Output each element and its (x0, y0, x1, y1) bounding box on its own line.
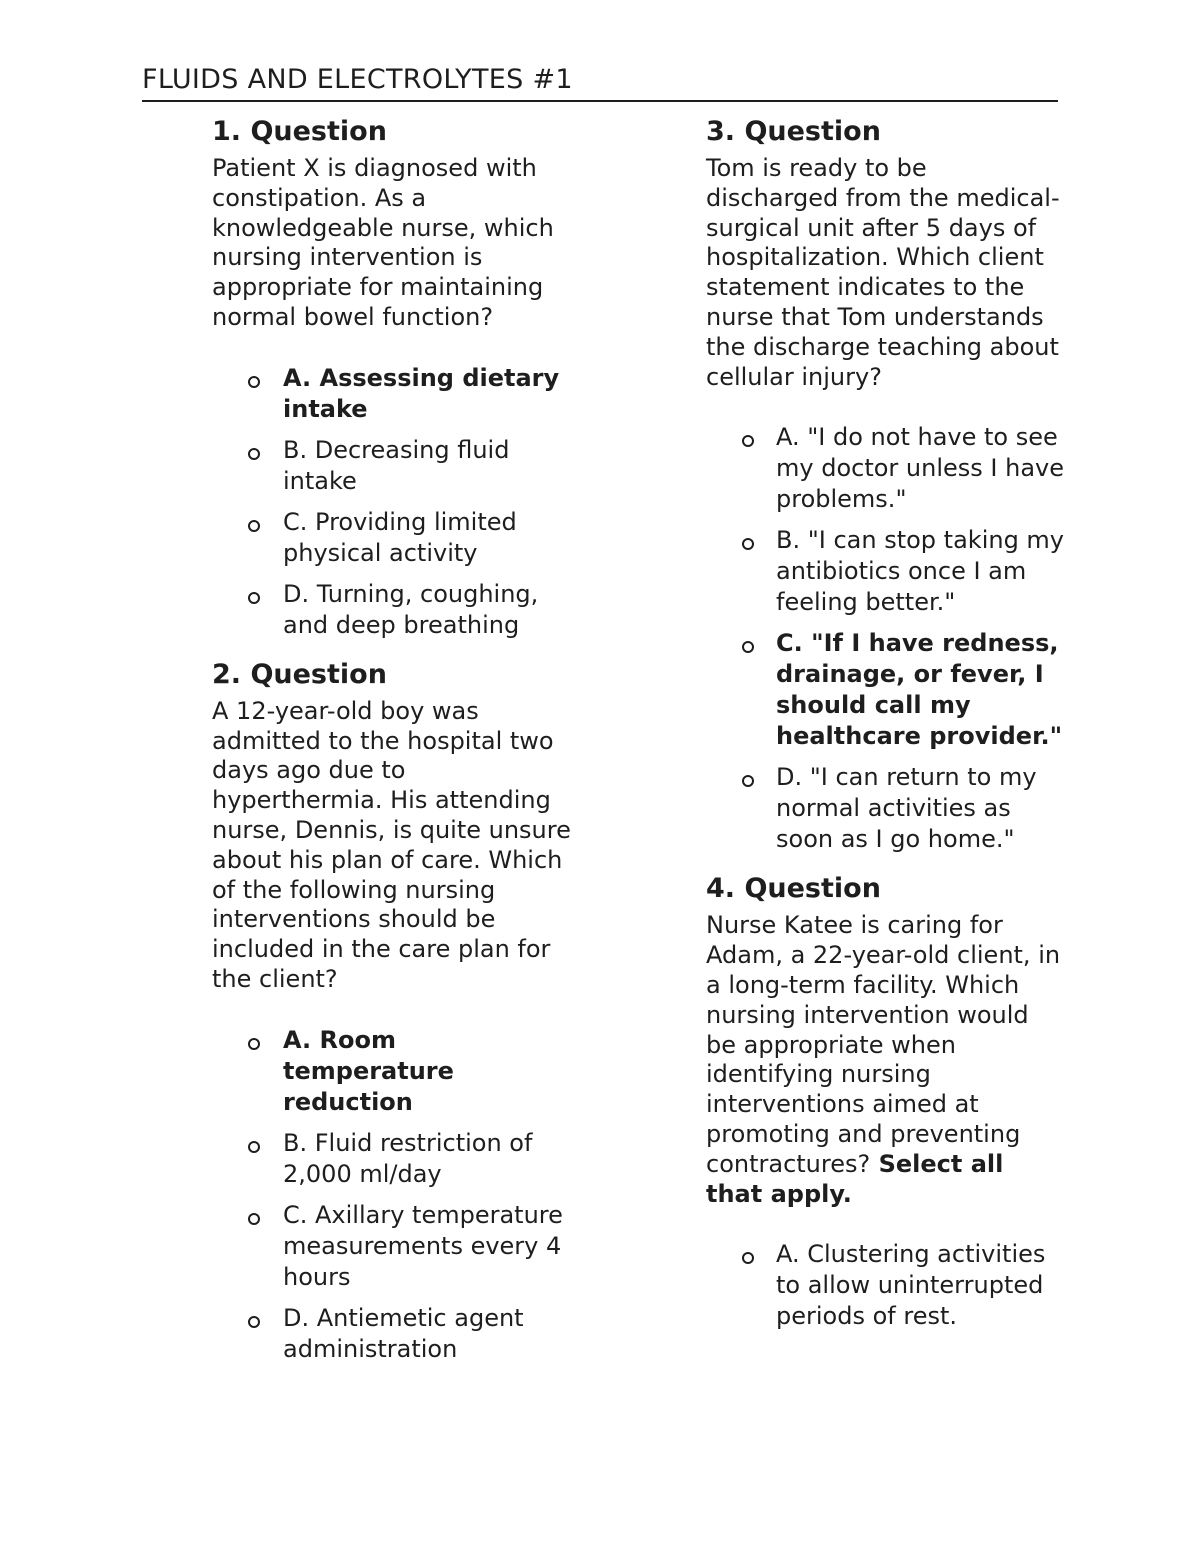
answer-option-b (212, 1128, 572, 1190)
circle-bullet-icon (248, 1213, 260, 1225)
question-heading: 3. Question (706, 116, 881, 147)
circle-bullet-icon (248, 1038, 260, 1050)
answer-option-c (212, 1200, 572, 1293)
answer-option-label: D. Antiemetic agent administration (283, 1303, 524, 1363)
circle-bullet-icon (248, 1316, 260, 1328)
question-1 (212, 112, 572, 641)
circle-bullet-icon (248, 592, 260, 604)
left-column (212, 112, 572, 1375)
circle-bullet-icon (742, 775, 754, 787)
question-text (706, 911, 1066, 1209)
answer-option-d (212, 1303, 572, 1365)
answer-option-label: C. "If I have redness, drainage, or fever, I should call my healthcare provider." (776, 629, 1063, 751)
page-title: FLUIDS AND ELECTROLYTES #1 (142, 62, 1058, 102)
answer-options (706, 422, 1066, 855)
answer-option-label: A. Clustering activities to allow uninterrupted periods of rest. (776, 1240, 1046, 1331)
circle-bullet-icon (248, 376, 260, 388)
circle-bullet-icon (742, 435, 754, 447)
answer-option-label: D. Turning, coughing, and deep breathing (283, 579, 539, 639)
question-text: A 12-year-old boy was admitted to the hospital two days ago due to hyperthermia. His attending nurse, Dennis, is quite unsure about his plan of care. Which of the following nursing interventions should be included in the care plan for the client? (212, 696, 571, 993)
answer-options (212, 363, 572, 641)
answer-option-a (706, 1239, 1066, 1332)
question-4 (706, 869, 1066, 1332)
answer-option-label: B. Decreasing fluid intake (283, 435, 510, 495)
answer-options (212, 1025, 572, 1365)
circle-bullet-icon (248, 520, 260, 532)
answer-option-label: C. Axillary temperature measurements every 4 hours (283, 1200, 563, 1291)
question-3 (706, 112, 1066, 855)
answer-option-label: D. "I can return to my normal activities as soon as I go home." (776, 763, 1037, 854)
answer-option-a (706, 422, 1066, 515)
question-heading: 2. Question (212, 658, 387, 690)
answer-option-label: A. Room temperature reduction (283, 1025, 454, 1116)
answer-option-label: A. Assessing dietary intake (283, 363, 560, 423)
answer-option-a (212, 1025, 572, 1118)
answer-option-d (212, 579, 572, 641)
answer-option-label: B. "I can stop taking my antibiotics once I am feeling better." (776, 526, 1065, 617)
circle-bullet-icon (742, 641, 754, 653)
question-text: Tom is ready to be discharged from the medical-surgical unit after 5 days of hospitalization. Which client statement indicates to the nurse that Tom understands the discharge teaching about cellular injury? (706, 154, 1060, 391)
circle-bullet-icon (742, 1252, 754, 1264)
question-heading: 1. Question (212, 116, 387, 147)
circle-bullet-icon (742, 538, 754, 550)
answer-option-label: C. Providing limited physical activity (283, 507, 517, 567)
question-text: Patient X is diagnosed with constipation. As a knowledgeable nurse, which nursing intervention is appropriate for maintaining normal bowel function? (212, 154, 554, 331)
circle-bullet-icon (248, 448, 260, 460)
right-column (706, 112, 1066, 1342)
question-2 (212, 655, 572, 1365)
answer-option-b (212, 435, 572, 497)
answer-option-label: B. Fluid restriction of 2,000 ml/day (283, 1128, 533, 1188)
answer-option-a (212, 363, 572, 425)
question-text-emphasis: Select all that apply. (706, 1149, 1004, 1208)
question-text-body: Nurse Katee is caring for Adam, a 22-year-old client, in a long-term facility. Which nursing intervention would be appropriate when identifying nursing interventions aimed at promoting and preventing contractures? (706, 911, 1061, 1178)
answer-option-c (706, 628, 1066, 752)
answer-option-label: A. "I do not have to see my doctor unless I have problems." (776, 423, 1064, 514)
answer-option-b (706, 525, 1066, 618)
answer-option-d (706, 762, 1066, 855)
question-heading: 4. Question (706, 873, 881, 905)
circle-bullet-icon (248, 1141, 260, 1153)
answer-options (706, 1239, 1066, 1332)
answer-option-c (212, 507, 572, 569)
